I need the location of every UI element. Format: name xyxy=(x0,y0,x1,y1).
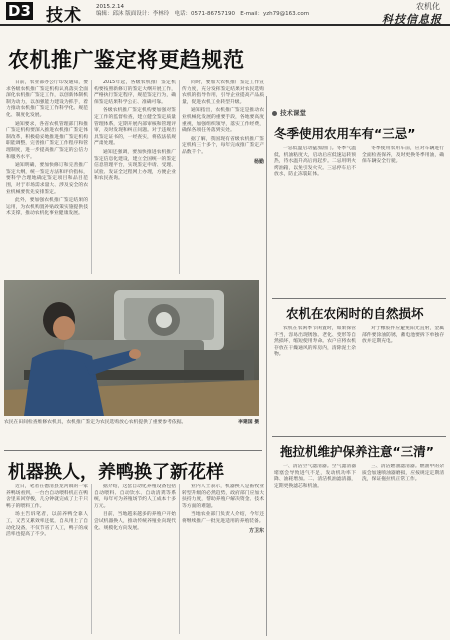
paper-section-tag: 农机化 xyxy=(416,2,440,11)
sidebar-divider-2 xyxy=(272,436,446,437)
sidebar-divider xyxy=(266,96,267,636)
news-photo xyxy=(4,280,259,416)
article1-headline: 农机推广鉴定将更趋规范 xyxy=(8,48,245,72)
column-divider xyxy=(91,80,92,274)
section-code: D3 xyxy=(8,2,31,20)
sidebar-article3-title: 拖拉机维护保养注意“三清” xyxy=(280,444,434,459)
sidebar-article1-column-2: 冬季使用农用车前，应对车辆进行全面检查保养，及时更换冬季用油，确保车辆安全行驶。 xyxy=(362,146,444,165)
article1-column-1: 日前，农业部办公厅印发通知，要求各级农机推广鉴定机构认真落实全面深化农机推广鉴定工作，以创新体制机制为动力，以加强能力建设为抓手，着力推动农机推广鉴定工作科学化、规范化、制度化发展。 通知要求，各省农机管理部门和推广鉴定机构要深入推进农机推广鉴定体制改革，积极稳妥地推进推广鉴定机构职能调整，完善推广鉴定工作程序和管理制度，进一步提高推广鉴定的公信力和服务水平。 通知明确，要加快修订和完善推广鉴定大纲，统一鉴定方法和评价指标，要科学合理地确定鉴定项目和品目范围，对于市场需求量大、涉及安全的农业机械要优先安排鉴定。 此外，要加强农机推广鉴定结果的运用，为农机购置补贴政策实施提供技术支撑，推动农机化事业健康发展。 xyxy=(6,80,88,217)
sidebar-article1-column-1: 一忌低温启动猛加油门。冬季气温低，机油粘度大，启动后应低速运转预热，待水温升高后再起步。二忌用明火烤油箱，以免引发火灾。三忌停车后不放水，防止冻裂缸体。 xyxy=(274,146,356,178)
sidebar-article2-title: 农机在农闲时的自然损坏 xyxy=(286,306,424,321)
column-divider xyxy=(179,484,180,634)
farmer-repairing-machine-photo xyxy=(4,280,259,416)
column-divider xyxy=(179,80,180,274)
sidebar-article3-column-1: 一、清洁空气滤清器。空气滤清器堵塞会导致进气不足，发动机功率下降、油耗增加。二、清洁机油滤清器，定期更换滤芯和机油。 xyxy=(274,464,356,489)
masthead-meta xyxy=(96,4,309,18)
issue-date: 2015.2.14 xyxy=(96,4,124,10)
article1-column-3: 同时，要加大农机推广鉴定工作宣传力度，充分发挥鉴定结果对农民选购农机的指导作用，引导企业提高产品质量，促进农机工业转型升级。 通知指出，农机推广鉴定是推动农业机械化发展的重要手段，各地要高度重视，加强组织领导，落实工作经费，确保各项任务落到实处。 据了解，我国现有省级农机推广鉴定机构三十多个，每年完成推广鉴定产品数千个。 杨勤 xyxy=(182,80,264,165)
sidebar-article3-column-2: 三、清洁燃油滤清器。燃油中的杂质会加速喷油器磨损，应按规定定期清洗，保证拖拉机正常工作。 xyxy=(362,464,444,483)
email-info: E-mail：yzh79@163.com xyxy=(240,11,310,17)
column-divider xyxy=(91,484,92,634)
editor-info: 编辑：邱沐 版面设计：李林玲 xyxy=(96,11,170,17)
section-name: 技术 xyxy=(46,6,82,26)
article2-column-2: 据介绍，这套自动化养殖设备包括自动喂料、自动饮水、自动清粪等系统，每年可为养殖场节约人工成本十多万元。 目前，当地越来越多的养殖户开始尝试机器换人，推动传统养殖业向现代化、规模化方向发展。 xyxy=(94,484,176,531)
newspaper-logo: 科技信息报 xyxy=(382,13,442,26)
article2-byline: 方卫东 xyxy=(248,527,264,534)
photo-caption: 农民在田间检查维修农机具，农机推广鉴定为农民选购放心农机提供了重要参考依据。 李建国 摄 xyxy=(4,420,259,425)
photo-credit: 李建国 摄 xyxy=(238,420,259,425)
sidebar-article1-title: 冬季使用农用车有“三忌” xyxy=(274,126,416,141)
section-divider xyxy=(4,450,262,451)
article2-column-1: 近日，笔者在德清县龙河镇的一家养鸭场看到，一台台自动喂料机正在鸭舍里来回穿梭，几分钟就完成了上千只鸭子的喂料工作。 场主告诉笔者，以前养鸭全靠人工，又苦又累效率还低，自从用上了自动化设备，不仅节省了人工，鸭子的成活率也提高了不少。 xyxy=(6,484,88,538)
article2-headline: 机器换人，养鸭换了新花样 xyxy=(8,462,224,483)
article1-byline: 杨勤 xyxy=(253,158,264,165)
sidebar-article2-column-2: 对于橡胶件应避免阳光直射，金属部件要涂油防锈，蓄电池要拆下单独存放并定期充电。 xyxy=(362,326,444,345)
sidebar-divider-1 xyxy=(272,298,446,299)
sidebar-article2-column-1: 农机在农闲季节闲置时，如果保管不当，容易出现锈蚀、老化、变形等自然损坏，缩短使用寿命。农户应将农机存放在干燥通风的库房内，清除泥土杂物。 xyxy=(274,326,356,358)
tech-class-label: 技术课堂 xyxy=(272,108,306,117)
article1-column-2: 2015年起，各级农机推广鉴定机构要按照新修订的鉴定大纲开展工作，严格执行鉴定程序，规范鉴定行为，确保鉴定结果科学公正、准确可靠。 各级农机推广鉴定机构要加强对鉴定工作的监督检查，建立健全鉴定质量管理体系，定期开展内部审核和管理评审，及时发现和纠正问题。对于违规出具鉴定证书的，一经查实，将依法依规严肃处理。 通知还强调，要加快推进农机推广鉴定信息化建设，建立全国统一的鉴定信息管理平台，实现鉴定申请、受理、试验、发证全过程网上办理，方便企业和农民查询。 xyxy=(94,80,176,182)
article2-column-3: 业内人士表示，机器换人是畜牧业转型升级的必然趋势，政府部门应加大扶持力度，帮助养殖户解决资金、技术等方面的难题。 当地农业部门负责人介绍，今年还将继续推广一批先进适用的养殖装备。 方卫东 xyxy=(182,484,264,534)
phone-info: 电话：0571-86757190 xyxy=(174,11,235,17)
bullet-icon xyxy=(272,111,277,116)
masthead xyxy=(0,0,450,26)
